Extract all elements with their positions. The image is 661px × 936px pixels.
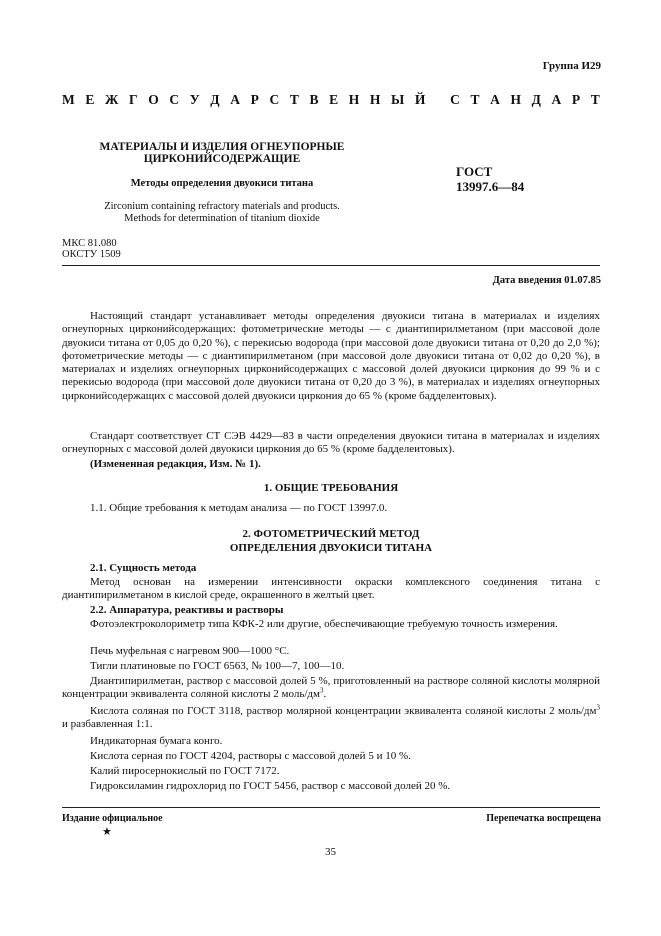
effective-date-value: 01.07.85	[564, 275, 601, 286]
banner-letter: Р	[571, 92, 581, 107]
header-divider	[62, 265, 600, 266]
banner-letter: Г	[129, 92, 138, 107]
star-icon: ★	[102, 826, 112, 838]
reagent-sulfuric-acid: Кислота серная по ГОСТ 4204, растворы с массовой долей 5 и 10 %.	[90, 750, 411, 762]
effective-date	[493, 275, 601, 286]
clause-1-1: 1.1. Общие требования к методам анализа — по ГОСТ 13997.0.	[90, 502, 388, 514]
group-code: Группа И29	[542, 60, 601, 72]
page-number: 35	[325, 846, 336, 858]
superscript-3: 3	[319, 686, 324, 695]
classification-codes	[62, 238, 121, 260]
banner-letter: Ж	[105, 92, 119, 107]
banner-letter: В	[309, 92, 319, 107]
banner-letter: С	[169, 92, 180, 107]
banner-letter: Н	[348, 92, 360, 107]
equipment-photocolorimeter: Фотоэлектроколориметр типа КФК-2 или другие, обеспечивающие требуемую точность измерения.	[90, 618, 558, 630]
banner-gap	[436, 92, 439, 108]
section-1-heading: 1. ОБЩИЕ ТРЕБОВАНИЯ	[263, 482, 399, 494]
mks-code: МКС 81.080	[62, 238, 117, 249]
reagent-diantipyrylmethane-end: .	[323, 688, 327, 701]
banner-letter: А	[551, 92, 562, 107]
document-title	[92, 141, 352, 165]
banner-letter: О	[148, 92, 159, 107]
document-subtitle: Методы определения двуокиси титана	[130, 178, 314, 189]
reagent-congo-paper: Индикаторная бумага конго.	[90, 735, 223, 747]
banner-letter: Р	[250, 92, 259, 107]
paragraph-scope: Настоящий стандарт устанавливает методы определения двуокиси титана в материалах и изделиях огнеупорных цирконийсодержащих: фотометрические методы — с диантипирилметаном (при массовой доле двуокиси титана от 0,05 до 0,20 %), с перекисью водорода (при массовой доле двуокиси титана от 0,20 до 2,0 %); фотометрические методы — с диантипирилметаном (при массовой доле двуокиси титана от 0,02 до 0,20 %), в материалах и изделиях огнеупорных цирконийсодержащих с массовой долей двуокиси циркония до 99 % и с перекисью водорода (при массовой доле двуокиси титана от 0,20 до 3 %), в материалах и изделиях огнеупорных цирконийсодержащих с массовой долей двуокиси циркония до 65 % (кроме бадделеитовых).	[62, 310, 600, 402]
reagent-diantipyrylmethane-text: Диантипирилметан, раствор с массовой долей 5 %, приготовленный на растворе соляной кислоты молярной концентрации эквивалента соляной кислоты 2 моль/дм	[62, 675, 600, 701]
banner-letter: Н	[369, 92, 381, 107]
reagent-potassium-pyrosulfate: Калий пиросернокислый по ГОСТ 7172.	[90, 765, 280, 777]
reagent-hydrochloric-acid-text: Кислота соляная по ГОСТ 3118, раствор молярной концентрации эквивалента соляной кислоты 2 моль/дм	[90, 705, 597, 717]
clause-2-1-heading: 2.1. Сущность метода	[90, 562, 197, 574]
section-2-heading-line-1: 2. ФОТОМЕТРИЧЕСКИЙ МЕТОД	[242, 528, 420, 540]
banner-letter: М	[62, 92, 75, 107]
standard-banner	[62, 92, 600, 108]
amendment-note: (Измененная редакция, Изм. № 1).	[90, 458, 261, 470]
banner-letter: А	[230, 92, 240, 107]
superscript-3: 3	[596, 703, 600, 712]
paragraph-compliance: Стандарт соответствует СТ СЭВ 4429—83 в части определения двуокиси титана в материалах и изделиях огнеупорных с массовой долей двуокиси циркония до 65 % (кроме бадделеитовых).	[62, 430, 600, 456]
clause-2-1-text: Метод основан на измерении интенсивности окраски комплексного соединения титана с диантипирилметаном в кислой среде, окрашенного в желтый цвет.	[62, 576, 600, 602]
section-2-heading-line-2: ОПРЕДЕЛЕНИЯ ДВУОКИСИ ТИТАНА	[229, 542, 433, 554]
banner-letter: С	[450, 92, 460, 107]
reagent-hydrochloric-acid	[62, 705, 600, 732]
banner-letter: А	[490, 92, 500, 107]
english-title-line-1: Zirconium containing refractory materials and products.	[104, 201, 340, 212]
english-title-line-2: Methods for determination of titanium dioxide	[124, 213, 320, 224]
section-2-heading	[62, 527, 600, 555]
gost-designation	[456, 164, 524, 194]
equipment-muffle-furnace: Печь муфельная с нагревом 900—1000 °С.	[90, 645, 290, 657]
banner-letter: Т	[590, 92, 600, 107]
gost-number: 13997.6—84	[456, 179, 525, 194]
english-title	[92, 201, 352, 225]
banner-letter: У	[189, 92, 200, 107]
okstu-code: ОКСТУ 1509	[62, 249, 121, 260]
banner-letter: Т	[289, 92, 299, 107]
banner-letter: Е	[85, 92, 95, 107]
gost-label: ГОСТ	[456, 164, 493, 179]
reagent-diantipyrylmethane	[62, 675, 600, 702]
title-line-1: МАТЕРИАЛЫ И ИЗДЕЛИЯ ОГНЕУПОРНЫЕ	[99, 141, 345, 153]
banner-letter: Н	[510, 92, 521, 107]
banner-letter: Т	[470, 92, 480, 107]
reagent-hydroxylamine: Гидроксиламин гидрохлорид по ГОСТ 5456, раствор с массовой долей 20 %.	[90, 780, 451, 792]
banner-letter: Й	[414, 92, 426, 107]
banner-letter: Д	[210, 92, 220, 107]
banner-letter: С	[269, 92, 280, 107]
banner-letter: Д	[531, 92, 541, 107]
reprint-prohibited-label: Перепечатка воспрещена	[486, 813, 601, 824]
effective-date-label: Дата введения	[492, 275, 562, 286]
equipment-platinum-crucibles: Тигли платиновые по ГОСТ 6563, № 100—7, 100—10.	[90, 660, 345, 672]
official-edition-label: Издание официальное	[62, 813, 163, 824]
banner-letter: Е	[329, 92, 339, 107]
banner-letter: Ы	[391, 92, 405, 107]
clause-2-2-heading: 2.2. Аппаратура, реактивы и растворы	[90, 604, 284, 616]
footer-divider	[62, 807, 600, 808]
title-line-2: ЦИРКОНИЙСОДЕРЖАЩИЕ	[143, 153, 301, 165]
reagent-hydrochloric-acid-end: и разбавленная 1:1.	[62, 718, 153, 731]
